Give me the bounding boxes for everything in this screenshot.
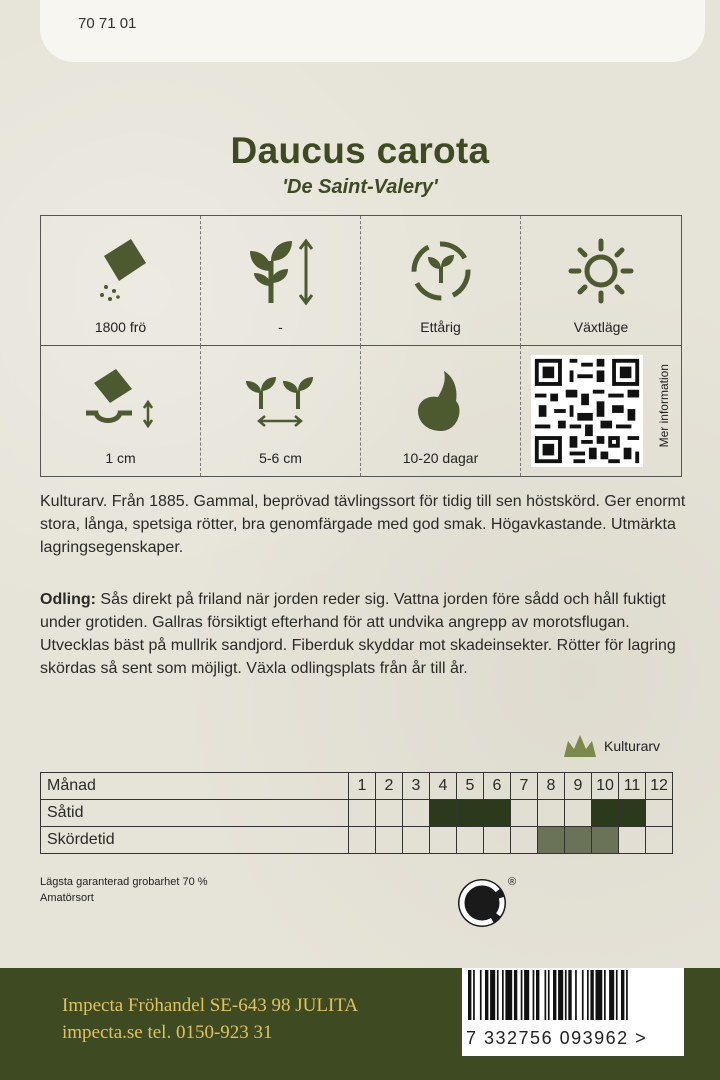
barcode-bar bbox=[604, 970, 606, 1022]
sowing-depth-label: 1 cm bbox=[105, 450, 136, 466]
month-header: Månad bbox=[41, 773, 349, 800]
month-8: 8 bbox=[538, 773, 565, 800]
month-4: 4 bbox=[430, 773, 457, 800]
month-6: 6 bbox=[484, 773, 511, 800]
barcode-bar bbox=[548, 970, 550, 1022]
sowing-depth-icon bbox=[41, 356, 200, 446]
company-website-phone: impecta.se tel. 0150-923 31 bbox=[62, 1022, 273, 1043]
footer-contact bbox=[62, 992, 358, 1046]
company-address: Impecta Fröhandel SE-643 98 JULITA bbox=[62, 995, 359, 1016]
sowing-depth-cell bbox=[41, 346, 201, 476]
plant-spacing-cell bbox=[201, 346, 361, 476]
barcode-bar bbox=[621, 970, 624, 1022]
barcode-bar bbox=[514, 970, 517, 1022]
plant-height-icon bbox=[201, 226, 360, 316]
calendar-cell bbox=[592, 827, 619, 854]
calendar-cell bbox=[538, 827, 565, 854]
plant-height-cell bbox=[201, 216, 361, 346]
calendar-cell bbox=[619, 800, 646, 827]
variety-subtitle: 'De Saint-Valery' bbox=[282, 176, 438, 198]
barcode-bar bbox=[553, 970, 556, 1022]
calendar-row bbox=[41, 800, 673, 827]
calendar-cell bbox=[511, 827, 538, 854]
barcode-bar bbox=[485, 970, 488, 1022]
calendar-cell bbox=[538, 800, 565, 827]
barcode-bar bbox=[524, 970, 529, 1022]
month-11: 11 bbox=[619, 773, 646, 800]
month-2: 2 bbox=[376, 773, 403, 800]
calendar-cell bbox=[403, 800, 430, 827]
info-grid bbox=[40, 215, 682, 477]
month-9: 9 bbox=[565, 773, 592, 800]
calendar-cell bbox=[430, 800, 457, 827]
plant-spacing-label: 5-6 cm bbox=[259, 450, 302, 466]
barcode-bar bbox=[558, 970, 563, 1022]
calendar-cell bbox=[484, 827, 511, 854]
calendar-cell bbox=[646, 827, 673, 854]
cultivation-heading: Odling: bbox=[40, 591, 96, 608]
calendar-cell bbox=[349, 827, 376, 854]
barcode-bar bbox=[533, 970, 535, 1022]
barcode-bar bbox=[490, 970, 495, 1022]
calendar-cell bbox=[376, 800, 403, 827]
barcode-bar bbox=[626, 970, 628, 1022]
month-1: 1 bbox=[349, 773, 376, 800]
description: Kulturarv. Från 1885. Gammal, beprövad tävlingssort för tidig till sen höstskörd. Ger enormt stora, långa, spetsiga rötter, bra genomfärgade med god smak. Högavkastande. Utmärkta lagringsegenskaper. bbox=[40, 493, 686, 556]
barcode-bar bbox=[521, 970, 523, 1022]
cultivation-body: Sås direkt på friland när jorden reder sig. Vattna jorden före sådd och håll fuktigt under grotiden. Gallras försiktigt efterhand för att undvika angrepp av morotsflugan. Utvecklas bäst på mullrik sandjord. Fiberduk skyddar mot skadeinsekter. Rötter för lagring skördas så sent som möjligt. Växla odlingsplats från år till år. bbox=[40, 591, 676, 677]
barcode-bar bbox=[575, 970, 577, 1022]
calendar-row-label: Såtid bbox=[41, 800, 349, 827]
seed-packet-icon bbox=[41, 226, 200, 316]
lifecycle-cell bbox=[361, 216, 521, 346]
heritage-badge bbox=[562, 733, 660, 759]
calendar-cell bbox=[457, 827, 484, 854]
barcode-bar bbox=[473, 970, 475, 1022]
barcode-bar bbox=[590, 970, 593, 1022]
month-3: 3 bbox=[403, 773, 430, 800]
more-info-label: Mer information bbox=[657, 364, 671, 448]
germination-guarantee: Lägsta garanterad grobarhet 70 % bbox=[40, 876, 208, 888]
barcode-number: 7 332756 093962 > bbox=[462, 1020, 684, 1056]
growing-calendar bbox=[40, 772, 673, 854]
packet-tab bbox=[40, 0, 705, 62]
position-label: Växtläge bbox=[573, 319, 629, 335]
calendar-cell bbox=[484, 800, 511, 827]
calendar-cell bbox=[646, 800, 673, 827]
calendar-cell bbox=[619, 827, 646, 854]
plant-height-label: - bbox=[278, 319, 283, 335]
barcode-bar bbox=[596, 970, 603, 1022]
calendar-cell bbox=[376, 827, 403, 854]
annual-cycle-icon bbox=[361, 226, 520, 316]
calendar-row-label: Skördetid bbox=[41, 827, 349, 854]
amateur-variety-note: Amatörsort bbox=[40, 892, 94, 904]
crown-icon bbox=[562, 733, 598, 759]
cultivation-text bbox=[40, 588, 690, 680]
calendar-cell bbox=[565, 827, 592, 854]
germination-cell bbox=[361, 346, 521, 476]
qr-code[interactable] bbox=[531, 355, 643, 467]
germination-icon bbox=[361, 356, 520, 446]
qr-cell bbox=[521, 346, 681, 476]
species-title: Daucus carota bbox=[230, 130, 490, 171]
calendar-cell bbox=[457, 800, 484, 827]
barcode-bar bbox=[545, 970, 547, 1022]
calendar-cell bbox=[592, 800, 619, 827]
barcode-bar bbox=[505, 970, 512, 1022]
seed-count-label: 1800 frö bbox=[94, 319, 147, 335]
barcode-bar bbox=[502, 970, 504, 1022]
barcode-bar bbox=[568, 970, 571, 1022]
calendar-cell bbox=[565, 800, 592, 827]
position-cell bbox=[521, 216, 681, 346]
barcode-bar bbox=[565, 970, 567, 1022]
month-12: 12 bbox=[646, 773, 673, 800]
calendar-row bbox=[41, 827, 673, 854]
month-10: 10 bbox=[592, 773, 619, 800]
calendar-cell bbox=[430, 827, 457, 854]
barcode-bar bbox=[616, 970, 618, 1022]
calendar-cell bbox=[349, 800, 376, 827]
barcode-bar bbox=[536, 970, 539, 1022]
seed-count-cell bbox=[41, 216, 201, 346]
heritage-label: Kulturarv bbox=[604, 738, 661, 754]
month-7: 7 bbox=[511, 773, 538, 800]
calendar-cell bbox=[511, 800, 538, 827]
month-5: 5 bbox=[457, 773, 484, 800]
barcode-bar bbox=[582, 970, 584, 1022]
lifecycle-label: Ettårig bbox=[420, 319, 461, 335]
article-number: 70 71 01 bbox=[78, 15, 137, 32]
plant-spacing-icon bbox=[201, 356, 360, 446]
germination-label: 10-20 dagar bbox=[402, 450, 479, 466]
barcode-bar bbox=[480, 970, 482, 1022]
barcode-bar bbox=[497, 970, 499, 1022]
barcode-bar bbox=[609, 970, 614, 1022]
small-print bbox=[40, 874, 208, 906]
sun-icon bbox=[521, 226, 681, 316]
calendar-cell bbox=[403, 827, 430, 854]
registered-mark: ® bbox=[508, 876, 517, 888]
barcode-bar bbox=[587, 970, 589, 1022]
green-dot-logo bbox=[458, 873, 520, 934]
barcode-bar bbox=[468, 970, 471, 1022]
calendar-header-row bbox=[41, 773, 673, 800]
